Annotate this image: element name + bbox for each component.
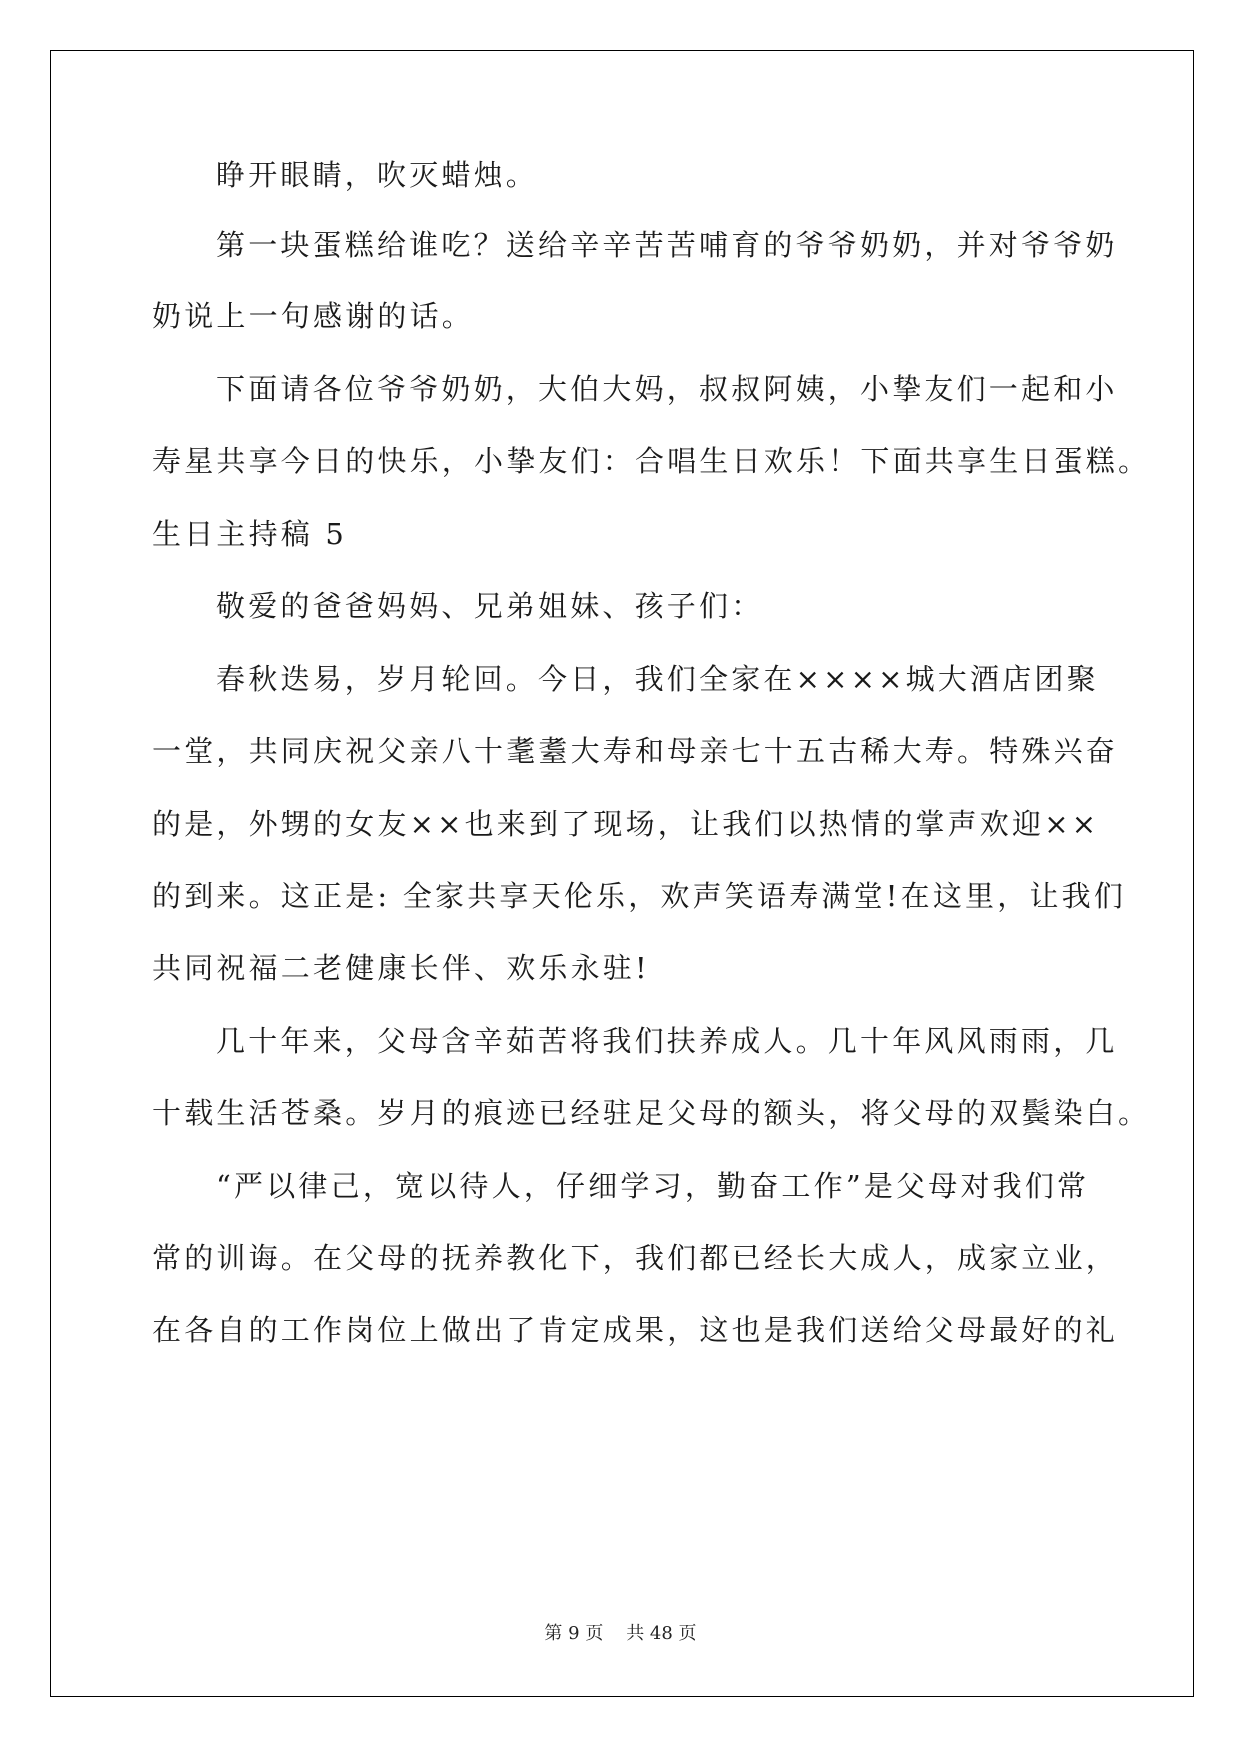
text-line: 睁开眼睛，吹灭蜡烛。 (216, 158, 539, 192)
text-line: 的到来。这正是: 全家共享天伦乐，欢声笑语寿满堂!在这里，让我们 (152, 879, 1127, 913)
text-line: “严以律己，宽以待人，仔细学习，勤奋工作”是父母对我们常 (216, 1169, 1090, 1203)
text-line: 一堂，共同庆祝父亲八十耄耋大寿和母亲七十五古稀大寿。特殊兴奋 (152, 734, 1119, 768)
text-line: 常的训诲。在父母的抚养教化下，我们都已经长大成人，成家立业， (152, 1241, 1119, 1275)
text-line: 共同祝福二老健康长伴、欢乐永驻! (152, 951, 650, 985)
text-line: 春秋迭易，岁月轮回。今日，我们全家在××××城大酒店团聚 (216, 662, 1099, 696)
text-line: 几十年来，父母含辛茹苦将我们扶养成人。几十年风风雨雨，几 (216, 1024, 1118, 1058)
text-line: 奶说上一句感谢的话。 (152, 299, 475, 333)
text-line: 敬爱的爸爸妈妈、兄弟姐妹、孩子们： (216, 589, 764, 623)
text-line: 下面请各位爷爷奶奶，大伯大妈，叔叔阿姨，小挚友们一起和小 (216, 372, 1118, 406)
section-heading: 生日主持稿 5 (152, 517, 348, 551)
text-line: 寿星共享今日的快乐，小挚友们：合唱生日欢乐！下面共享生日蛋糕。 (152, 444, 1151, 478)
text-line: 在各自的工作岗位上做出了肯定成果，这也是我们送给父母最好的礼 (152, 1313, 1119, 1347)
page-number-footer: 第 9 页 共 48 页 (544, 1623, 697, 1644)
text-line: 的是，外甥的女友××也来到了现场，让我们以热情的掌声欢迎×× (152, 807, 1100, 841)
text-line: 第一块蛋糕给谁吃？送给辛辛苦苦哺育的爷爷奶奶，并对爷爷奶 (216, 228, 1118, 262)
text-line: 十载生活苍桑。岁月的痕迹已经驻足父母的额头，将父母的双鬓染白。 (152, 1096, 1151, 1130)
